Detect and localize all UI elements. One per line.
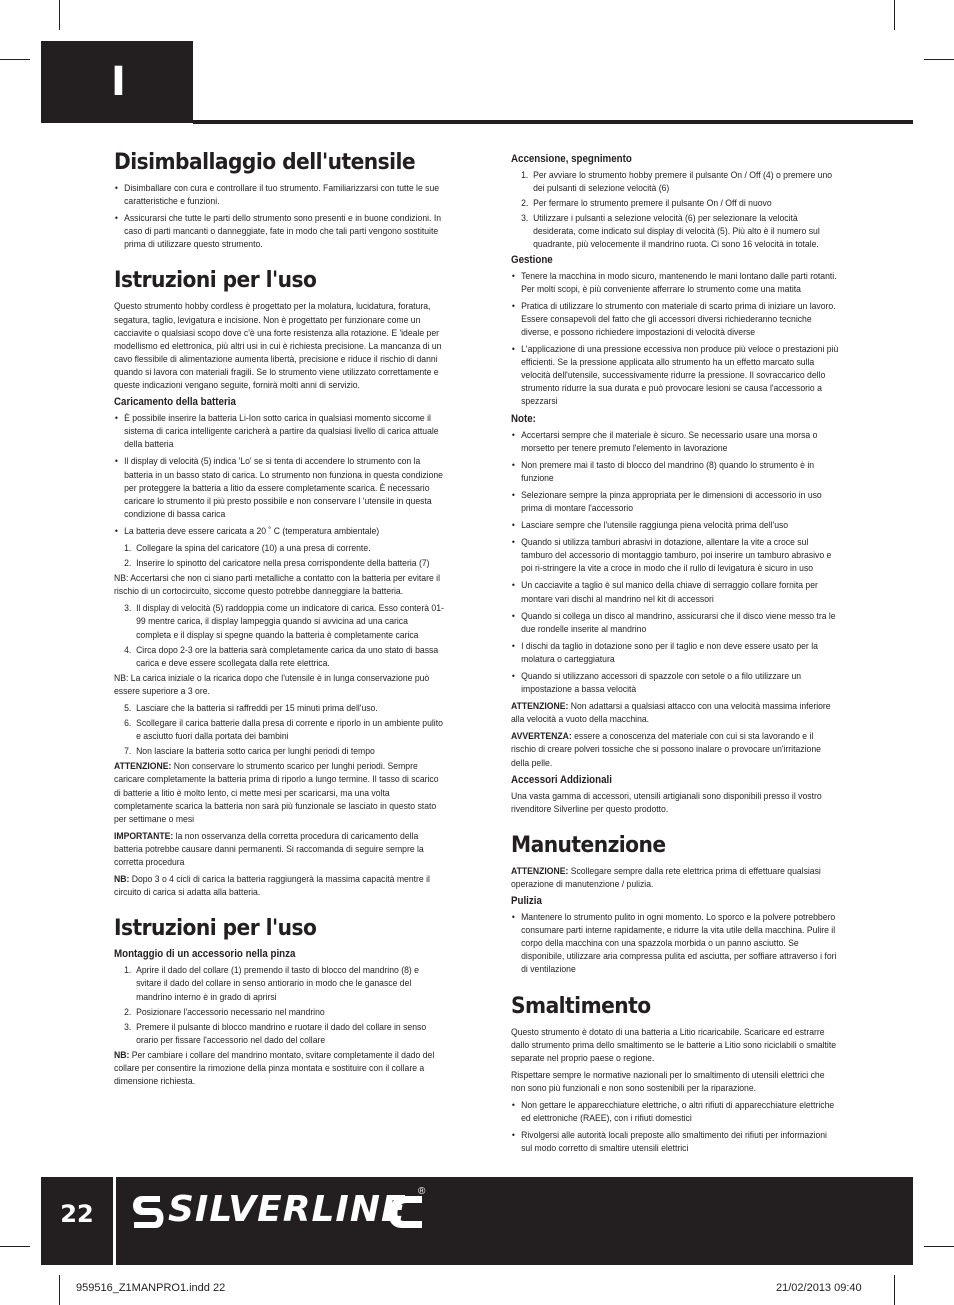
attention-paragraph: ATTENZIONE: Non adattarsi a qualsiasi attacco con una velocità massima inferiore alla velocità a vuoto della macchina. — [511, 700, 831, 725]
language-tab: I — [41, 41, 193, 123]
list-item: • Selezionare sempre la pinza appropriata per le dimensioni di accessorio in uso prima di montare l'accessorio — [511, 488, 839, 514]
footer-divider — [113, 1177, 116, 1265]
list-item: • La batteria deve essere caricata a 20 ˚ C (temperatura ambientale) — [114, 524, 445, 537]
list-item: • Un cacciavite a taglio è sul manico della chiave di serraggio collare fornita per montare vari dischi al mandrino nel kit di accessori — [511, 578, 839, 604]
note-paragraph: NB: Accertarsi che non ci siano parti metalliche a contatto con la batteria per evitare il rischio di un cortocircuito, siccome questo potrebbe danneggiare la batteria. — [114, 572, 441, 597]
charge-steps — [114, 541, 445, 569]
list-item: 3. Il display di velocità (5) raddoppia come un indicatore di carica. Esso conterà 01-99 mentre carica, il display lampeggia quando si avvicina ad una carica completa e il display si spegne quando la batteria è completamente carica — [124, 602, 444, 640]
list-item: 1. Aprire il dado del collare (1) premendo il tasto di blocco del mandrino (8) e svitare il dado del collare in senso antiorario in modo che le ganasce del mandrino interno è in grado di aprirsi — [124, 964, 419, 1002]
disposal-paragraph: Questo strumento è dotato di una batteria a Litio ricaricabile. Scaricare ed estrarre dallo strumento prima dello smaltimento se le batterie a Litio sono riciclabili o smaltite separate nel proprio paese o regione. — [511, 1025, 837, 1063]
cleaning-list — [511, 910, 839, 975]
section-title-disposal: Smaltimento — [511, 993, 651, 1019]
mount-steps — [114, 963, 445, 1046]
list-item: • Accertarsi sempre che il materiale è sicuro. Se necessario usare una morsa o morsetto per tenere premuto l'elemento in lavorazione — [511, 428, 839, 454]
intro-paragraph: Questo strumento hobby cordless è progettato per la molatura, lucidatura, foratura, segatura, taglio, levigatura e incisione. Non è progettato per funzionare come un cacciavite o qualsiasi scopo dove c'è una forte resistenza alla rotazione. E 'ideale per modellismo ed elettronica, più altri usi in cui è richiesta precisione. La mancanza di un cavo flessibile di alimentazione aumenta libertà, precisione e riduce il rischio di danni quando si lavora con materiali fragili. Se lo strumento viene utilizzato correttamente e queste indicazioni vengano seguite, fornirà molti anni di servizio. — [114, 300, 442, 391]
subheading-onoff: Accensione, spegnimento — [511, 153, 632, 165]
crop-mark — [0, 59, 30, 60]
crop-mark — [894, 0, 895, 30]
attention-paragraph: ATTENZIONE: Scollegare sempre dalla rete elettrica prima di effettuare qualsiasi operazione di manutenzione / pulizia. — [511, 864, 821, 889]
registered-mark: ® — [418, 1186, 426, 1197]
list-item: 3. Utilizzare i pulsanti a selezione velocità (6) per selezionare la velocità desiderata, come indicato sul display di velocità (5). Più alto è il numero sul quadrante, più velocemente il mandrino ruota. Ci sono 16 velocità in totale. — [521, 212, 820, 250]
handling-list — [511, 269, 839, 408]
header-rule — [193, 120, 913, 124]
brand-wordmark: SILVERLINE — [168, 1189, 407, 1230]
attention-paragraph: ATTENZIONE: Non conservare lo strumento scarico per lunghi periodi. Sempre caricare completamente la batteria prima di riporlo a lungo termine. Il tasso di scarico di batterie a litio è molto lento, ci mette mesi per scaricarsi, ma una volta completamente scarica la batteria non sarà più funzionale se lasciato in questo stato per settimane o mesi — [114, 760, 439, 824]
left-column — [114, 150, 445, 1091]
list-item: 2. Per fermare lo strumento premere il pulsante On / Off di nuovo — [521, 197, 772, 209]
date-slug: 21/02/2013 09:40 — [776, 1282, 862, 1294]
right-column — [511, 150, 839, 1158]
subheading-cleaning: Pulizia — [511, 895, 542, 908]
list-item: • Quando si utilizza tamburi abrasivi in dotazione, allentare la vite a croce sul tamburo del accessorio di montaggio tamburo, poi inserire un tamburo abrasivo e poi ri-stringere la vite a croce in modo che il rullo di levigatura è sicuro in uso — [511, 535, 839, 574]
list-item: • È possibile inserire la batteria Li-Ion sotto carica in qualsiasi momento siccome il sistema di carica intelligente caricherà a partire da qualsiasi livello di carica attuale della batteria — [114, 411, 445, 450]
unpacking-list — [114, 181, 445, 250]
list-item: 2. Posizionare l'accessorio necessario nel mandrino — [124, 1005, 325, 1017]
list-item: • Lasciare sempre che l'utensile raggiunga piena velocità prima dell'uso — [511, 518, 839, 531]
section-title-instructions-2: Istruzioni per l'uso — [114, 916, 317, 942]
note-paragraph: NB: La carica iniziale o la ricarica dopo che l'utensile è in lunga conservazione può essere superiore a 3 ore. — [114, 671, 430, 696]
section-title-instructions: Istruzioni per l'uso — [114, 268, 317, 294]
list-item: 7. Non lasciare la batteria sotto carica per lunghi periodi di tempo — [124, 745, 375, 757]
note-paragraph: NB: Dopo 3 o 4 cicli di carica la batteria raggiungerà la massima capacità mentre il circuito di carica si adatta alla batteria. — [114, 873, 430, 898]
note-paragraph: NB: Per cambiare i collare del mandrino montato, svitare completamente il dado del collare per consentire la rimozione della pinza montata e sostituire con il collare a dimensione richiesta. — [114, 1048, 435, 1087]
crop-mark — [59, 1275, 60, 1305]
list-item: • Non premere mai il tasto di blocco del mandrino (8) quando lo strumento è in funzione — [511, 458, 839, 484]
crop-mark — [894, 1275, 895, 1305]
disposal-list — [511, 1098, 839, 1154]
list-item: • Quando si collega un disco al mandrino, assicurarsi che il disco viene messo tra le due rondelle inserite al mandrino — [511, 609, 839, 635]
subheading-handling: Gestione — [511, 253, 553, 266]
page-number: 22 — [60, 1200, 94, 1228]
list-item: • Pratica di utilizzare lo strumento con materiale di scarto prima di iniziare un lavoro. Essere consapevoli del fatto che gli accessori diversi richiederanno tecniche diverse, e possono richiedere impostazioni di velocità diverse — [511, 299, 839, 338]
list-item: 5. Lasciare che la batteria si raffreddi per 15 minuti prima dell'uso. — [124, 702, 378, 713]
list-item: 1. Per avviare lo strumento hobby premere il pulsante On / Off (4) o premere uno dei pulsanti di selezione velocità (6) — [521, 169, 833, 194]
crop-mark — [924, 59, 954, 60]
list-item: • Mantenere lo strumento pulito in ogni momento. Lo sporco e la polvere potrebbero consumare parti interne rapidamente, e ridurre la vita utile della macchina. Pulire il corpo della macchina con una spazzola morbida o un panno asciutto. Se disponibile, utilizzare aria compressa pulita ed asciutta, per soffiare attraverso i fori di ventilazione — [511, 910, 839, 975]
subheading-battery: Caricamento della batteria — [114, 396, 236, 409]
list-item: • Tenere la macchina in modo sicuro, mantenendo le mani lontano dalle parti rotanti. Per molti scopi, è più conveniente afferrare lo strumento come una matita — [511, 269, 839, 295]
list-item: • Rivolgersi alle autorità locali preposte allo smaltimento dei rifiuti per informazioni sul modo corretto di smaltire utensili elettrici — [511, 1128, 839, 1154]
list-item: • Assicurarsi che tutte le parti dello strumento sono presenti e in buone condizioni. In caso di parti mancanti o danneggiate, fate in modo che tali parti vengono sostituite prima di utilizzare questo strumento. — [114, 211, 445, 250]
list-item: • Disimballare con cura e controllare il tuo strumento. Familiarizzarsi con tutte le sue caratteristiche e funzioni. — [114, 181, 445, 207]
crop-mark — [924, 1246, 954, 1247]
subheading-accessories: Accessori Addizionali — [511, 773, 612, 786]
list-item: • L'applicazione di una pressione eccessiva non produce più veloce o prestazioni più efficienti. Se la pressione applicata allo strumento ha un effetto marcato sulla velocità dell'utensile, successivamente ridurre la pressione. Il sovraccarico dello strumento ridurre la sua durata e può provocare lesioni se causa l'accessorio a spezzarsi — [511, 342, 839, 407]
onoff-steps — [511, 168, 839, 251]
charge-steps — [114, 601, 445, 668]
list-item: 2. Inserire lo spinotto del caricatore nella presa corrispondente della batteria (7) — [124, 557, 430, 569]
crop-mark — [0, 1246, 30, 1247]
list-item: 1. Collegare la spina del caricatore (10) a una presa di corrente. — [124, 541, 371, 553]
list-item: • Il display di velocità (5) indica 'Lo' se si tenta di accendere lo strumento con la batteria in un basso stato di carica. Lo strumento non funziona in questa condizione per proteggere la batteria a litio da essere completamente scarica. È necessario caricare lo strumento il più presto possibile e non conservare l 'utensile in questa condizione di bassa carica — [114, 454, 445, 519]
list-item: • Quando si utilizzano accessori di spazzole con setole o a filo utilizzare un impostazione a bassa velocità — [511, 669, 839, 695]
subheading-mounting: Montaggio di un accessorio nella pinza — [114, 948, 296, 961]
section-title-maintenance: Manutenzione — [511, 832, 666, 858]
list-item: 4. Circa dopo 2-3 ore la batteria sarà completamente carica da uno stato di bassa carica e deve essere scollegata dalla rete elettrica. — [124, 643, 439, 668]
warning-paragraph: AVVERTENZA: essere a conoscenza del materiale con cui si sta lavorando e il rischio di creare polveri tossiche che si possono inalare o provocare un'irritazione della pelle. — [511, 730, 821, 768]
list-item: 3. Premere il pulsante di blocco mandrino e ruotare il dado del collare in senso orario per fissare l'accessorio nel dado del collare — [124, 1020, 427, 1045]
list-item: • I dischi da taglio in dotazione sono per il taglio e non deve essere usato per la molatura o carteggiatura — [511, 639, 839, 665]
disposal-paragraph: Rispettare sempre le normative nazionali per lo smaltimento di utensili elettrici che non sono più funzionali e non sono sostenibili per la riparazione. — [511, 1068, 825, 1093]
charge-steps — [114, 701, 445, 757]
crop-mark — [59, 0, 60, 30]
section-title-unpacking: Disimballaggio dell'utensile — [114, 150, 416, 175]
subheading-notes: Note: — [511, 412, 536, 425]
notes-list — [511, 428, 839, 696]
important-paragraph: IMPORTANTE: la non osservanza della corretta procedura di caricamento della batteria potrebbe causare danni permanenti. Si raccomanda di seguire sempre la corretta procedura — [114, 829, 424, 868]
battery-list — [114, 411, 445, 537]
list-item: • Non gettare le apparecchiature elettriche, o altri rifiuti di apparecchiature elettriche ed elettroniche (RAEE), con i rifiuti domestici — [511, 1098, 839, 1124]
file-slug: 959516_Z1MANPRO1.indd 22 — [76, 1282, 226, 1294]
list-item: 6. Scollegare il carica batterie dalla presa di corrente e riporlo in un ambiente pulito e asciutto fuori dalla portata dei bambini — [124, 717, 443, 742]
accessories-paragraph: Una vasta gamma di accessori, utensili artigianali sono disponibili presso il vostro rivenditore Silverline per questo prodotto. — [511, 789, 822, 814]
